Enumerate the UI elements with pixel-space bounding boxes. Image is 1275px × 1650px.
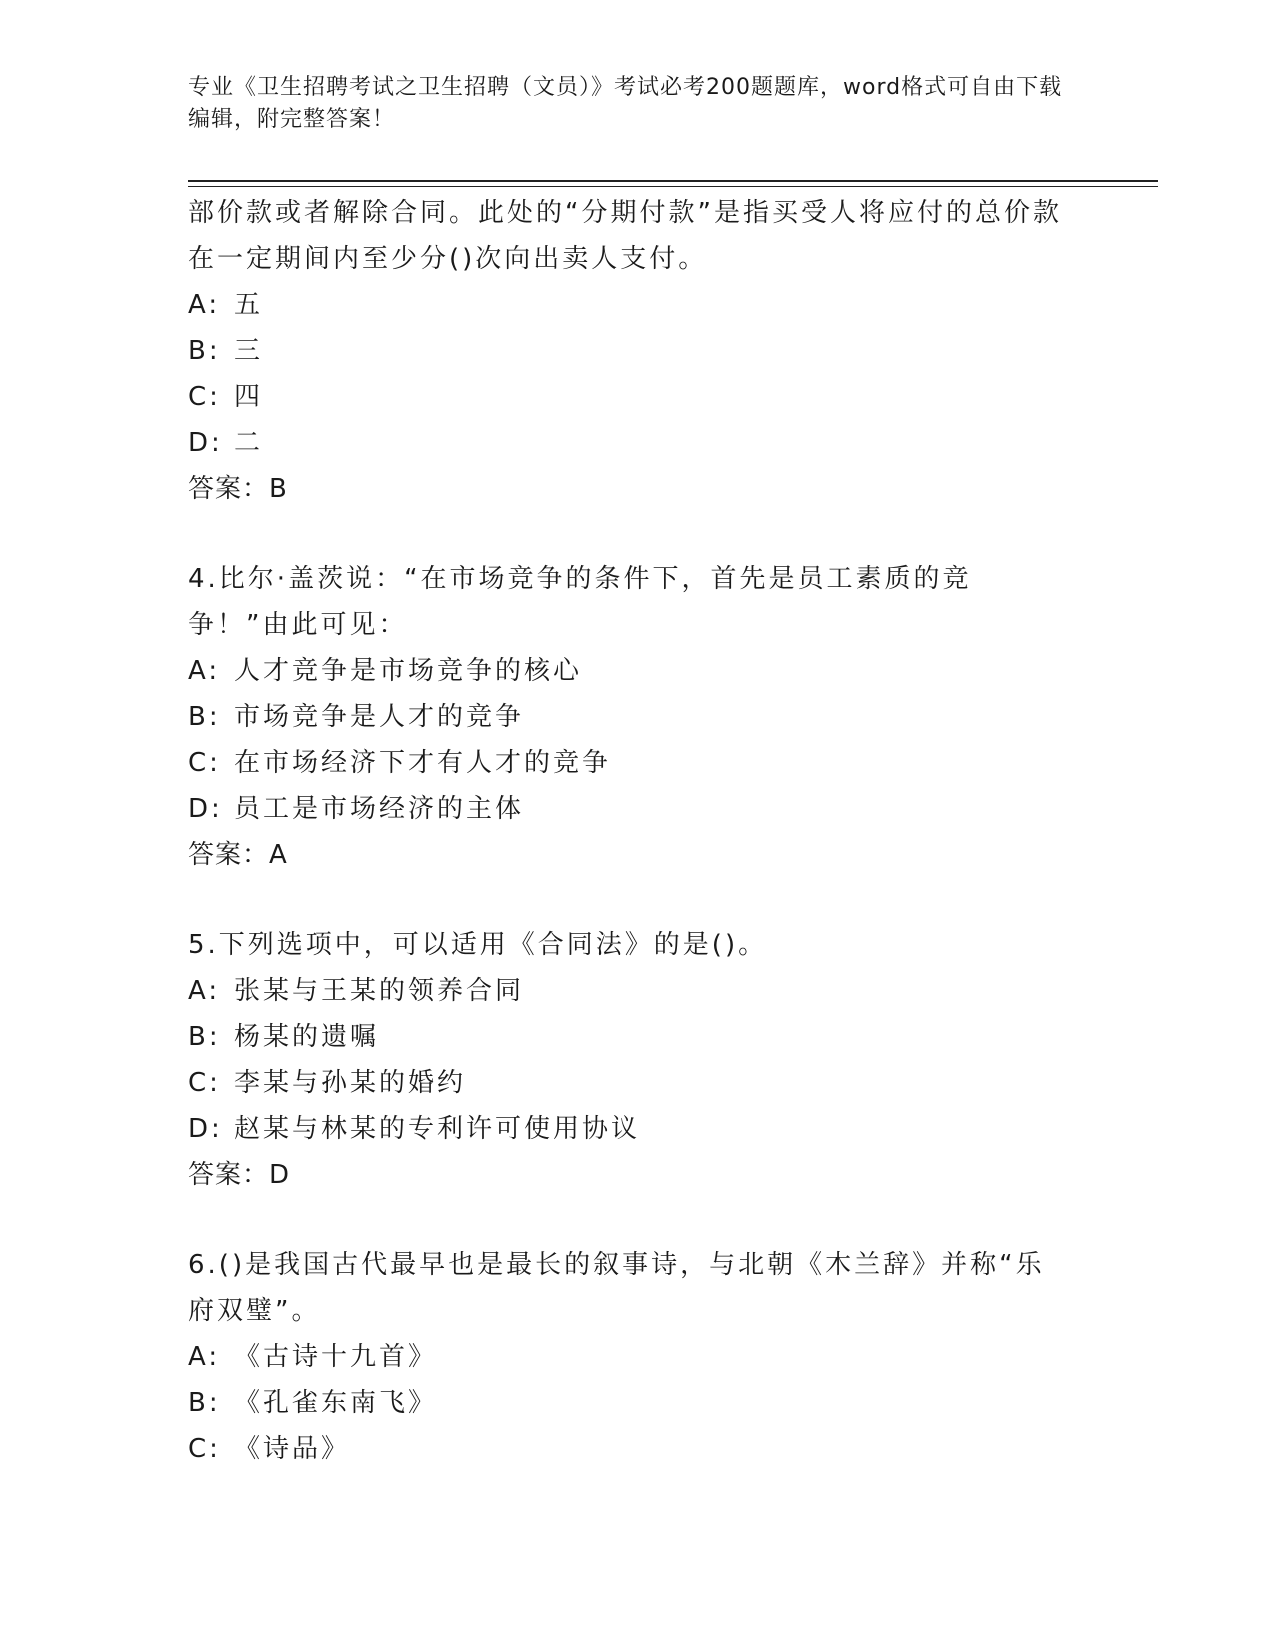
option-text: 二 xyxy=(234,428,264,458)
option-c xyxy=(188,1060,1068,1106)
document-header: 专业《卫生招聘考试之卫生招聘（文员）》考试必考200题题库，word格式可自由下载编辑，附完整答案！ xyxy=(188,75,1063,132)
question-stem: 4.比尔·盖茨说：“在市场竞争的条件下，首先是员工素质的竞争！”由此可见： xyxy=(188,564,972,640)
question-6 xyxy=(188,1242,1068,1472)
option-letter: A: xyxy=(188,656,221,686)
option-text: 人才竞争是市场竞争的核心 xyxy=(234,656,583,686)
option-letter: C: xyxy=(188,748,221,778)
option-d xyxy=(188,786,1068,832)
option-text: 张某与王某的领养合同 xyxy=(234,976,525,1006)
question-5 xyxy=(188,922,1068,1198)
option-letter: C: xyxy=(188,382,221,412)
option-letter: B: xyxy=(188,702,221,732)
option-text: 李某与孙某的婚约 xyxy=(234,1068,467,1098)
option-letter: C: xyxy=(188,1068,221,1098)
option-letter: D: xyxy=(188,1114,223,1144)
answer-line: 答案：D xyxy=(188,1160,291,1190)
option-text: 《孔雀东南飞》 xyxy=(234,1388,438,1418)
option-letter: D: xyxy=(188,794,223,824)
question-continued xyxy=(188,190,1068,512)
option-letter: C: xyxy=(188,1434,221,1464)
option-letter: D: xyxy=(188,428,223,458)
option-c xyxy=(188,374,1068,420)
option-text: 杨某的遗嘱 xyxy=(234,1022,380,1052)
option-letter: B: xyxy=(188,1022,221,1052)
option-text: 员工是市场经济的主体 xyxy=(234,794,525,824)
header-rule-thick xyxy=(188,180,1158,182)
option-text: 市场竞争是人才的竞争 xyxy=(234,702,525,732)
option-d xyxy=(188,420,1068,466)
option-text: 三 xyxy=(234,336,264,366)
option-b xyxy=(188,1380,1068,1426)
question-content xyxy=(188,190,1068,1472)
option-text: 五 xyxy=(234,290,264,320)
option-letter: A: xyxy=(188,290,221,320)
option-d xyxy=(188,1106,1068,1152)
option-text: 《诗品》 xyxy=(234,1434,351,1464)
option-a xyxy=(188,648,1068,694)
answer-line: 答案：A xyxy=(188,840,288,870)
question-stem: 部价款或者解除合同。此处的“分期付款”是指买受人将应付的总价款在一定期间内至少分()次向出卖人支付。 xyxy=(188,198,1062,274)
option-a xyxy=(188,968,1068,1014)
option-text: 在市场经济下才有人才的竞争 xyxy=(234,748,612,778)
option-text: 《古诗十九首》 xyxy=(234,1342,438,1372)
option-letter: B: xyxy=(188,336,221,366)
option-c xyxy=(188,1426,1068,1472)
option-letter: A: xyxy=(188,976,221,1006)
option-a xyxy=(188,1334,1068,1380)
option-b xyxy=(188,694,1068,740)
question-stem: 5.下列选项中，可以适用《合同法》的是()。 xyxy=(188,930,768,960)
question-4 xyxy=(188,556,1068,878)
question-stem: 6.()是我国古代最早也是最长的叙事诗，与北朝《木兰辞》并称“乐府双璧”。 xyxy=(188,1250,1045,1326)
option-c xyxy=(188,740,1068,786)
option-letter: B: xyxy=(188,1388,221,1418)
option-text: 赵某与林某的专利许可使用协议 xyxy=(234,1114,641,1144)
answer-line: 答案：B xyxy=(188,474,288,504)
option-b xyxy=(188,1014,1068,1060)
header-rule-thin xyxy=(188,186,1158,187)
option-b xyxy=(188,328,1068,374)
option-a xyxy=(188,282,1068,328)
option-text: 四 xyxy=(234,382,264,412)
option-letter: A: xyxy=(188,1342,221,1372)
